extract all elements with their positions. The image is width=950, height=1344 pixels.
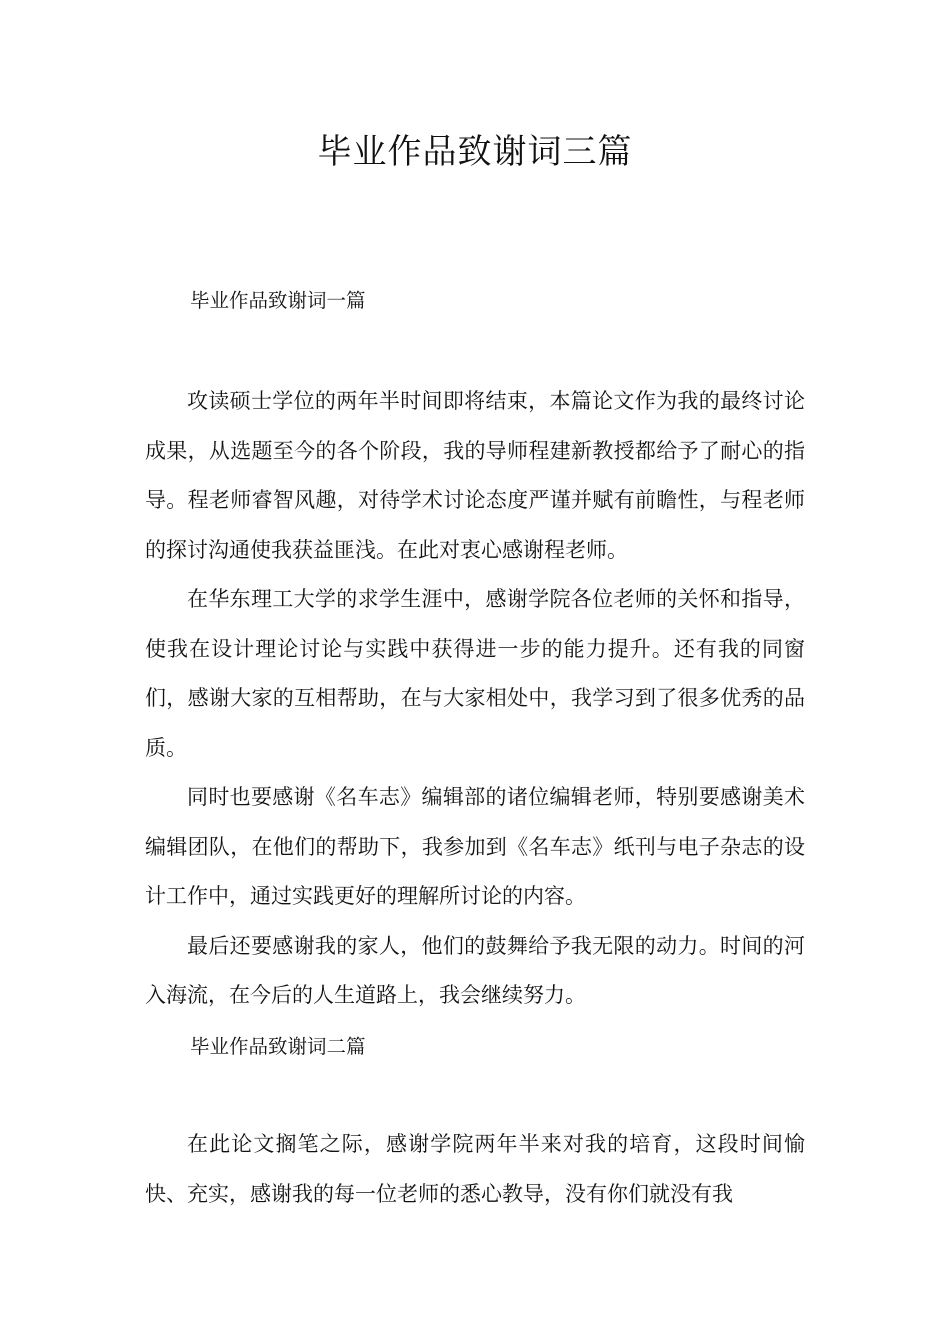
section-heading-2: 毕业作品致谢词二篇 bbox=[190, 1035, 366, 1058]
document-title: 毕业作品致谢词三篇 bbox=[317, 132, 633, 172]
paragraph: 在此论文搁笔之际，感谢学院两年半来对我的培育，这段时间愉快、充实，感谢我的每一位老师的悉心教导，没有你们就没有我 bbox=[145, 1132, 805, 1206]
paragraph: 在华东理工大学的求学生涯中，感谢学院各位老师的关怀和指导，使我在设计理论讨论与实践中获得进一步的能力提升。还有我的同窗们，感谢大家的互相帮助，在与大家相处中，我学习到了很多优秀的品质。 bbox=[145, 587, 805, 760]
section-heading-1: 毕业作品致谢词一篇 bbox=[190, 289, 366, 312]
paragraph: 同时也要感谢《名车志》编辑部的诸位编辑老师，特别要感谢美术编辑团队，在他们的帮助下，我参加到《名车志》纸刊与电子杂志的设计工作中，通过实践更好的理解所讨论的内容。 bbox=[145, 785, 805, 908]
paragraph: 攻读硕士学位的两年半时间即将结束，本篇论文作为我的最终讨论成果，从选题至今的各个阶段，我的导师程建新教授都给予了耐心的指导。程老师睿智风趣，对待学术讨论态度严谨并赋有前瞻性，与程老师的探讨沟通使我获益匪浅。在此对衷心感谢程老师。 bbox=[145, 389, 805, 562]
section-1-body bbox=[145, 377, 805, 1021]
section-2-body bbox=[145, 1120, 805, 1219]
paragraph: 最后还要感谢我的家人，他们的鼓舞给予我无限的动力。时间的河入海流，在今后的人生道路上，我会继续努力。 bbox=[145, 933, 805, 1007]
